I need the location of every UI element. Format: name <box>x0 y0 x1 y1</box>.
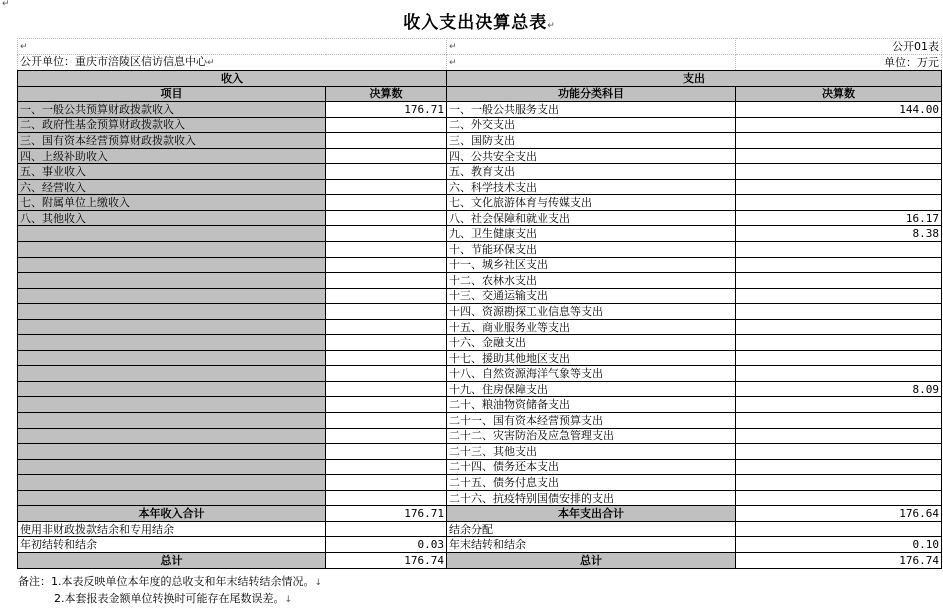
blank-cell: ↵ <box>447 39 736 55</box>
table-row <box>18 102 942 118</box>
expense-item-cell: 十七、援助其他地区支出 <box>447 350 736 366</box>
income-item-cell <box>18 381 326 397</box>
footnote-2-text: 2.本套报表金额单位转换时可能存在尾数误差。 <box>54 592 285 605</box>
expense-total-value: 176.64 <box>736 506 942 522</box>
income-amount-cell <box>326 288 447 304</box>
paragraph-mark-icon: ↵ <box>547 21 556 31</box>
expense-item-cell: 五、教育支出 <box>447 164 736 180</box>
income-item-cell: 八、其他收入 <box>18 210 326 226</box>
table-row <box>18 319 942 335</box>
end-balance-label: 年末结转和结余 <box>447 537 736 553</box>
income-amount-cell <box>326 179 447 195</box>
income-item-cell <box>18 273 326 289</box>
expense-amount-cell <box>736 148 942 164</box>
income-item-cell <box>18 428 326 444</box>
income-amount-cell <box>326 242 447 258</box>
form-number <box>736 39 942 55</box>
end-balance-value: 0.10 <box>736 537 942 553</box>
table-row <box>18 428 942 444</box>
income-item-cell: 五、事业收入 <box>18 164 326 180</box>
grand-total-label: 总计 <box>18 552 326 568</box>
blank-cell: ↵ <box>18 39 447 55</box>
section-header-row <box>18 71 942 87</box>
surplus-distribution-label: 结余分配 <box>447 521 736 537</box>
expense-item-cell: 十五、商业服务业等支出 <box>447 319 736 335</box>
expense-amount-cell <box>736 195 942 211</box>
footnote-1: 备注：1.本表反映单位本年度的总收支和年末结转结余情况。↓ <box>18 575 323 588</box>
income-item-cell <box>18 475 326 491</box>
expense-amount-cell <box>736 242 942 258</box>
expense-amount-cell <box>736 273 942 289</box>
expense-item-cell: 十六、金融支出 <box>447 335 736 351</box>
blank-cell: ↵ <box>447 55 736 71</box>
grand-total-label-2: 总计 <box>447 552 736 568</box>
function-column-header: 功能分类科目 <box>447 86 736 102</box>
footnote-1-text: 备注：1.本表反映单位本年度的总收支和年末结转结余情况。 <box>18 575 315 588</box>
item-column-header: 项目 <box>18 86 326 102</box>
table-row <box>18 350 942 366</box>
expense-amount-cell <box>736 459 942 475</box>
expense-item-cell: 二十四、债务还本支出 <box>447 459 736 475</box>
expense-amount-cell <box>736 350 942 366</box>
expense-amount-cell: 144.00 <box>736 102 942 118</box>
table-row <box>18 444 942 460</box>
nonfiscal-label: 使用非财政拨款结余和专用结余 <box>18 521 326 537</box>
income-item-cell <box>18 242 326 258</box>
table-row <box>18 210 942 226</box>
expense-amount-cell: 8.38 <box>736 226 942 242</box>
grand-total-income: 176.74 <box>326 552 447 568</box>
income-amount-cell <box>326 164 447 180</box>
income-item-cell <box>18 257 326 273</box>
income-header: 收入 <box>18 71 447 87</box>
income-amount-cell <box>326 273 447 289</box>
expense-item-cell: 十、节能环保支出 <box>447 242 736 258</box>
income-item-cell <box>18 490 326 506</box>
budget-table <box>17 38 942 569</box>
income-item-cell <box>18 459 326 475</box>
income-amount-cell <box>326 350 447 366</box>
reporting-unit-text: 公开单位：重庆市涪陵区信访信息中心 <box>20 55 207 68</box>
reporting-unit: 公开单位：重庆市涪陵区信访信息中心↵ <box>18 55 447 71</box>
income-item-cell <box>18 366 326 382</box>
income-item-cell <box>18 319 326 335</box>
expense-amount-cell <box>736 133 942 149</box>
income-item-cell: 四、上级补助收入 <box>18 148 326 164</box>
expense-amount-cell <box>736 397 942 413</box>
balance-row <box>18 537 942 553</box>
table-row <box>18 381 942 397</box>
income-amount-cell <box>326 335 447 351</box>
income-amount-cell <box>326 490 447 506</box>
income-item-cell <box>18 413 326 429</box>
expense-item-cell: 六、科学技术支出 <box>447 179 736 195</box>
income-amount-cell <box>326 366 447 382</box>
footnotes <box>18 574 322 608</box>
grand-total-expense: 176.74 <box>736 552 942 568</box>
income-amount-cell <box>326 381 447 397</box>
income-amount-cell <box>326 148 447 164</box>
income-item-cell: 二、政府性基金预算财政拨款收入 <box>18 117 326 133</box>
income-amount-cell: 176.71 <box>326 102 447 118</box>
expense-item-cell: 一、一般公共服务支出 <box>447 102 736 118</box>
grand-total-row <box>18 552 942 568</box>
table-row <box>18 133 942 149</box>
expense-item-cell: 二、外交支出 <box>447 117 736 133</box>
table-row <box>18 226 942 242</box>
income-amount-cell <box>326 444 447 460</box>
expense-header: 支出 <box>447 71 942 87</box>
expense-item-cell: 四、公共安全支出 <box>447 148 736 164</box>
expense-total-label: 本年支出合计 <box>447 506 736 522</box>
income-total-row <box>18 506 942 522</box>
table-row <box>18 490 942 506</box>
income-item-cell: 七、附属单位上缴收入 <box>18 195 326 211</box>
expense-item-cell: 二十二、灾害防治及应急管理支出 <box>447 428 736 444</box>
expense-item-cell: 二十五、债务付息支出 <box>447 475 736 491</box>
expense-amount-cell <box>736 288 942 304</box>
begin-balance-label: 年初结转和结余 <box>18 537 326 553</box>
income-amount-cell <box>326 428 447 444</box>
table-row <box>18 304 942 320</box>
unit-row <box>18 55 942 71</box>
income-amount-cell <box>326 257 447 273</box>
expense-item-cell: 十二、农林水支出 <box>447 273 736 289</box>
expense-item-cell: 三、国防支出 <box>447 133 736 149</box>
report-title <box>18 9 941 37</box>
income-item-cell <box>18 288 326 304</box>
expense-amount-cell <box>736 304 942 320</box>
money-unit-text: 单位：万元 <box>884 56 940 69</box>
expense-item-cell: 二十三、其他支出 <box>447 444 736 460</box>
table-row <box>18 117 942 133</box>
income-item-cell <box>18 304 326 320</box>
surplus-distribution-value <box>736 521 942 537</box>
amount2-column-header: 决算数 <box>736 86 942 102</box>
table-row <box>18 335 942 351</box>
expense-amount-cell <box>736 490 942 506</box>
expense-item-cell: 十三、交通运输支出 <box>447 288 736 304</box>
money-unit <box>736 55 942 71</box>
table-row <box>18 148 942 164</box>
income-item-cell <box>18 350 326 366</box>
income-item-cell: 一、一般公共预算财政拨款收入 <box>18 102 326 118</box>
income-amount-cell <box>326 319 447 335</box>
table-row <box>18 179 942 195</box>
amount-column-header: 决算数 <box>326 86 447 102</box>
income-amount-cell <box>326 195 447 211</box>
expense-amount-cell <box>736 444 942 460</box>
table-row <box>18 242 942 258</box>
form-number-text: 公开01表 <box>892 40 940 53</box>
income-amount-cell <box>326 413 447 429</box>
income-amount-cell <box>326 475 447 491</box>
table-row <box>18 475 942 491</box>
expense-amount-cell <box>736 335 942 351</box>
begin-balance-value: 0.03 <box>326 537 447 553</box>
income-amount-cell <box>326 133 447 149</box>
expense-amount-cell <box>736 428 942 444</box>
footnote-2: 2.本套报表金额单位转换时可能存在尾数误差。↓ <box>54 592 293 605</box>
expense-amount-cell <box>736 475 942 491</box>
income-amount-cell <box>326 226 447 242</box>
income-amount-cell <box>326 397 447 413</box>
form-number-row <box>18 39 942 55</box>
table-row <box>18 195 942 211</box>
nonfiscal-value <box>326 521 447 537</box>
expense-item-cell: 二十六、抗疫特别国债安排的支出 <box>447 490 736 506</box>
table-row <box>18 366 942 382</box>
income-item-cell: 六、经营收入 <box>18 179 326 195</box>
expense-item-cell: 十九、住房保障支出 <box>447 381 736 397</box>
income-item-cell <box>18 397 326 413</box>
expense-item-cell: 二十、粮油物资储备支出 <box>447 397 736 413</box>
expense-amount-cell <box>736 413 942 429</box>
expense-amount-cell <box>736 319 942 335</box>
table-row <box>18 288 942 304</box>
table-row <box>18 459 942 475</box>
table-row <box>18 273 942 289</box>
income-amount-cell <box>326 459 447 475</box>
income-total-value: 176.71 <box>326 506 447 522</box>
expense-item-cell: 十一、城乡社区支出 <box>447 257 736 273</box>
expense-amount-cell: 16.17 <box>736 210 942 226</box>
expense-item-cell: 八、社会保障和就业支出 <box>447 210 736 226</box>
expense-amount-cell <box>736 164 942 180</box>
table-row <box>18 257 942 273</box>
table-row <box>18 397 942 413</box>
expense-amount-cell <box>736 179 942 195</box>
income-item-cell <box>18 226 326 242</box>
report-title-text: 收入支出决算总表 <box>403 13 548 33</box>
income-item-cell <box>18 335 326 351</box>
expense-amount-cell <box>736 117 942 133</box>
expense-item-cell: 九、卫生健康支出 <box>447 226 736 242</box>
income-item-cell: 三、国有资本经营预算财政拨款收入 <box>18 133 326 149</box>
income-amount-cell <box>326 117 447 133</box>
table-row <box>18 413 942 429</box>
expense-item-cell: 二十一、国有资本经营预算支出 <box>447 413 736 429</box>
income-amount-cell <box>326 210 447 226</box>
income-total-label: 本年收入合计 <box>18 506 326 522</box>
table-row <box>18 164 942 180</box>
expense-amount-cell <box>736 366 942 382</box>
expense-item-cell: 十四、资源勘探工业信息等支出 <box>447 304 736 320</box>
income-amount-cell <box>326 304 447 320</box>
expense-amount-cell: 8.09 <box>736 381 942 397</box>
expense-item-cell: 十八、自然资源海洋气象等支出 <box>447 366 736 382</box>
expense-amount-cell <box>736 257 942 273</box>
paragraph-mark-icon: ↵ <box>2 0 10 9</box>
nonfiscal-row <box>18 521 942 537</box>
column-header-row <box>18 86 942 102</box>
expense-item-cell: 七、文化旅游体育与传媒支出 <box>447 195 736 211</box>
income-item-cell <box>18 444 326 460</box>
